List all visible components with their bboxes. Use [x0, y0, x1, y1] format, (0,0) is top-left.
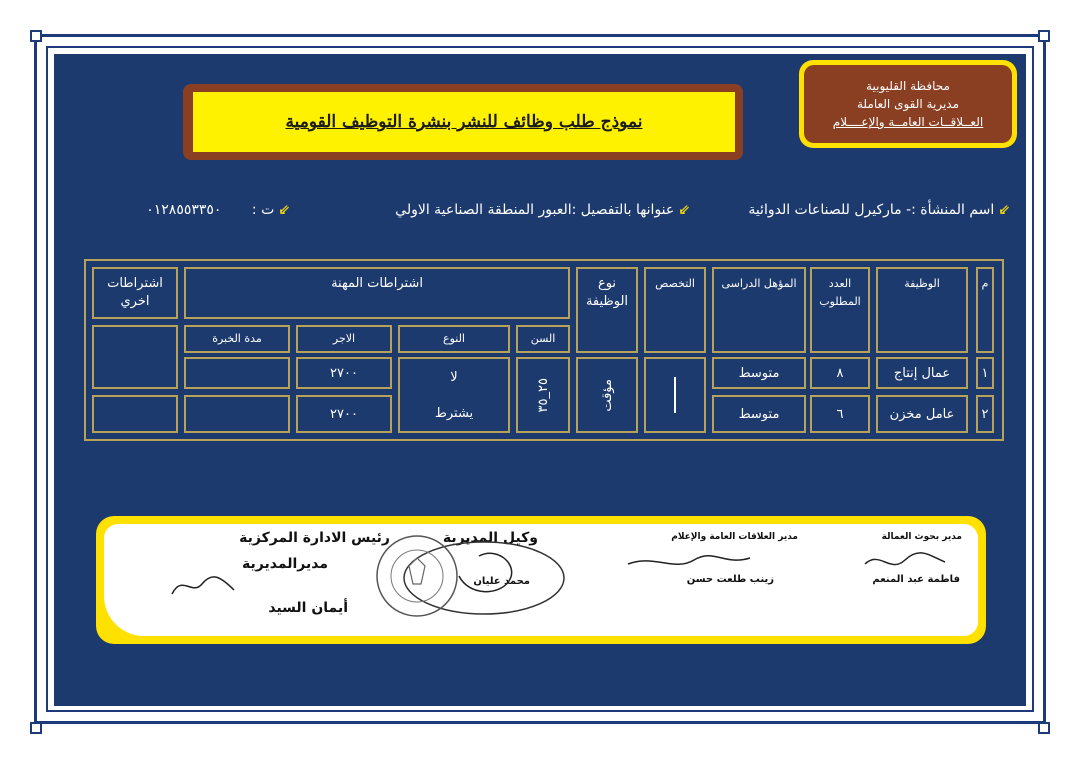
- row1-count: ٨: [810, 357, 870, 389]
- header-qualification: المؤهل الدراسى: [712, 267, 806, 353]
- phone-info: [146, 202, 290, 226]
- gender-value-line2: يشترط: [434, 405, 474, 421]
- employment-research-title: مدير بحوث العمالة: [881, 532, 962, 542]
- form-title: نموذج طلب وظائف للنشر بنشرة التوظيف القومية: [285, 112, 643, 132]
- header-salary: الاجر: [296, 325, 392, 353]
- deputy-name: محمد عليان: [473, 576, 530, 587]
- gender-merged: [398, 357, 510, 433]
- public-relations-name: زينب طلعت حسن: [686, 574, 774, 585]
- badge-governorate: محافظة القليوبية: [866, 79, 950, 93]
- header-profession-reqs: اشتراطات المهنة: [184, 267, 570, 319]
- phone-label: ت :: [251, 202, 275, 218]
- row1-job: عمال إنتاج: [876, 357, 968, 389]
- central-admin-title: رئيس الادارة المركزية: [239, 530, 390, 546]
- phone-number: ٠١٢٨٥٥٣٣٥٠: [146, 202, 222, 218]
- specialty-dash: [674, 377, 676, 413]
- row2-job: عامل مخزن: [876, 395, 968, 433]
- row1-experience: [184, 357, 290, 389]
- header-job: الوظيفة: [876, 267, 968, 353]
- header-age: السن: [516, 325, 570, 353]
- deputy-title: وكيل المديرية: [442, 530, 538, 546]
- row1-qualification: متوسط: [712, 357, 806, 389]
- other-reqs-cell: [92, 325, 178, 389]
- signature-scribble: [164, 564, 244, 604]
- public-relations-title: مدير العلاقات العامة والإعلام: [671, 532, 798, 542]
- corner-ornament: [1038, 722, 1050, 734]
- age-value: ٢٥_٣٥: [535, 377, 551, 413]
- header-experience: مدة الخبرة: [184, 325, 290, 353]
- central-admin-subtitle: مديرالمديرية: [242, 556, 328, 572]
- corner-ornament: [30, 722, 42, 734]
- age-merged: [516, 357, 570, 433]
- central-admin-name: أيمان السيد: [268, 600, 348, 616]
- job-type-value: مؤقت: [599, 378, 615, 412]
- corner-ornament: [30, 30, 42, 42]
- row2-count: ٦: [810, 395, 870, 433]
- arrow-icon: ⇙: [278, 202, 290, 218]
- address-text: عنوانها بالتفصيل :العبور المنطقة الصناعية الاولي: [395, 202, 675, 218]
- arrow-icon: ⇙: [998, 202, 1010, 218]
- signatures-area: [104, 524, 978, 636]
- badge-department: العــلاقــات العامــة والإعــــلام: [832, 115, 984, 129]
- header-count: العدد المطلوب: [810, 267, 870, 353]
- header-gender: النوع: [398, 325, 510, 353]
- official-seal: [359, 526, 569, 626]
- establishment-info: [748, 202, 1010, 226]
- establishment-name: اسم المنشأة :- ماركيرل للصناعات الدوائية: [748, 202, 995, 218]
- header-other-reqs: اشتراطات اخري: [92, 267, 178, 319]
- jobs-table: [84, 259, 1004, 441]
- row2-salary: ٢٧٠٠: [296, 395, 392, 433]
- row1-salary: ٢٧٠٠: [296, 357, 392, 389]
- specialty-merged: [644, 357, 706, 433]
- header-job-type: نوع الوظيفة: [576, 267, 638, 353]
- gender-value-line1: لا: [450, 369, 458, 385]
- badge-directorate: مديرية القوى العاملة: [857, 97, 960, 111]
- row2-qualification: متوسط: [712, 395, 806, 433]
- job-type-merged: [576, 357, 638, 433]
- signatures-strip: [96, 516, 986, 644]
- employment-research-name: فاطمة عبد المنعم: [872, 574, 960, 585]
- signature-scribble: [624, 548, 754, 578]
- header-num: م: [976, 267, 994, 353]
- row2-experience: [184, 395, 290, 433]
- header-specialty: التخصص: [644, 267, 706, 353]
- form-title-banner: [193, 92, 735, 152]
- row1-num: ١: [976, 357, 994, 389]
- row2-num: ٢: [976, 395, 994, 433]
- address-info: [395, 202, 690, 226]
- row2-other-reqs: [92, 395, 178, 433]
- directorate-badge: [799, 60, 1017, 148]
- signature-scribble: [860, 546, 950, 576]
- corner-ornament: [1038, 30, 1050, 42]
- arrow-icon: ⇙: [678, 202, 690, 218]
